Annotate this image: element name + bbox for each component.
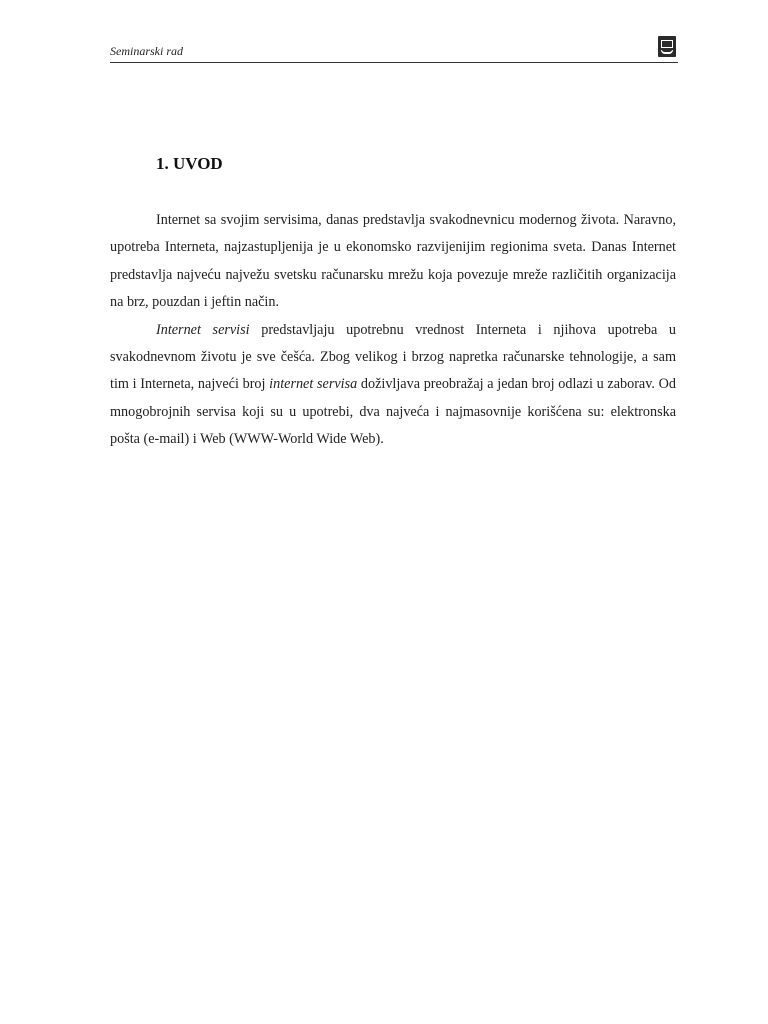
paragraph-intro: Internet sa svojim servisima, danas predstavlja svakodnevnicu modernog života. Naravno, upotreba Interneta, najzastupljenija je u ekonomsko razvijenijim regionima sveta. Danas Internet predstavlja najveću najvežu svetsku računarsku mrežu koja povezuje mreže različitih organizacija na brz, pouzdan i jeftin način. — [110, 212, 676, 311]
header-title: Seminarski rad — [110, 44, 183, 58]
term-internet-servisi: Internet servisi — [156, 321, 250, 338]
paragraph-services — [110, 317, 676, 454]
section-heading: 1. UVOD — [156, 154, 223, 173]
running-header — [110, 36, 678, 63]
paragraph-services-text-2: doživljava preobražaj a jedan broj odlazi u zaborav. Od mnogobrojnih servisa koji su u upotrebi, dva najveća i najmasovnije korišćena su: elektronska pošta (e-mail) i Web (WWW-World Wide Web). — [110, 376, 676, 448]
body-text — [110, 207, 676, 454]
term-internet-servisa: internet servisa — [269, 376, 358, 393]
paragraph-services-text-1: predstavljaju upotrebnu vrednost Interneta i njihova upotreba u svakodnevnom životu je sve češća. Zbog velikog i brzog napretka računarske tehnologije, a sam tim i Interneta, najveći broj — [110, 321, 676, 393]
university-logo-icon — [658, 36, 676, 57]
